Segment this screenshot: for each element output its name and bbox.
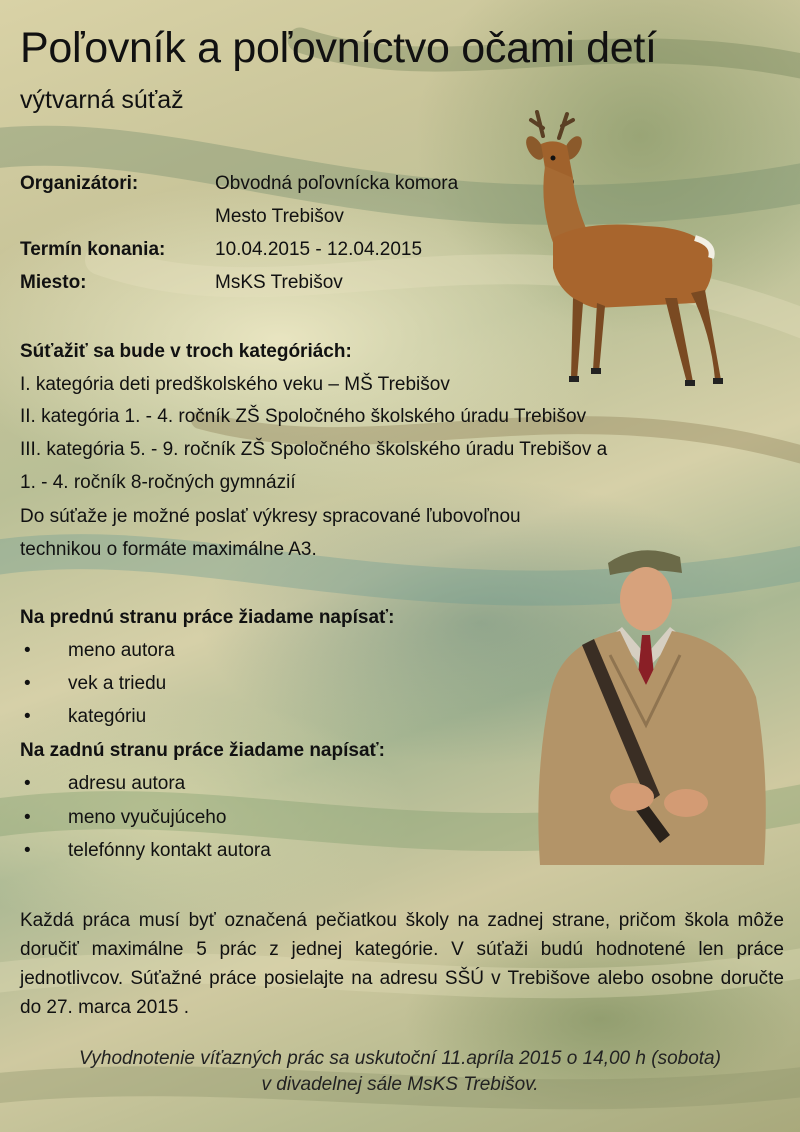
bullet-icon: •: [24, 807, 31, 828]
roe-deer-illustration: [515, 108, 735, 398]
evaluation-line-1: Vyhodnotenie víťazných prác sa uskutoční 11.apríla 2015 o 14,00 h (sobota): [79, 1048, 721, 1069]
category-line: 1. - 4. ročník 8-ročných gymnázií: [20, 472, 296, 493]
evaluation-note: [0, 1046, 800, 1098]
evaluation-line-2: v divadelnej sále MsKS Trebišov.: [261, 1074, 539, 1095]
front-side-heading: Na prednú stranu práce žiadame napísať:: [20, 607, 395, 628]
organizer-1: Obvodná poľovnícka komora: [215, 173, 459, 194]
bullet-icon: •: [24, 673, 31, 694]
format-line: Do súťaže je možné poslať výkresy spracované ľubovoľnou: [20, 506, 521, 527]
bullet-icon: •: [24, 840, 31, 861]
organizer-2: Mesto Trebišov: [215, 206, 344, 227]
venue-value: MsKS Trebišov: [215, 272, 343, 293]
poster: Poľovník a poľovníctvo očami detí výtvarná súťaž Organizátori: Obvodná poľovnícka komora Mesto Trebišov Termín konania: 10.04.2015 - 12.04.2015 Miesto: MsKS Trebišov Súťažiť sa bude v troch kategóriách: I. kategória deti predškolského veku – MŠ Trebišov II. kategória 1. - 4. ročník ZŠ Spoločného školského úradu Trebišov III. kategória 5. - 9. ročník ZŠ Spoločného školského úradu Trebišov a 1. - 4. ročník 8-ročných gymnázií Do súťaže je možné poslať výkresy spracované ľubovoľnou technikou o formáte maximálne A3. Na prednú stranu práce žiadame napísať: • meno autora • vek a triedu • kategóriu Na zadnú stranu práce žiadame napísať: • adresu autora • meno vyučujúceho • telefónny kontakt autora Každá práca musí byť označená pečiatkou školy na zadnej strane, pričom škola môže doručiť maximálne 5 prác z jednej kategórie. V súťaži budú hodnotené len práce jednotlivcov. Súťažné práce posielajte na adresu SŠÚ v Trebišove alebo osobne doručte do 27. marca 2015 . Vyhodnotenie víťazných prác sa uskutoční 11.apríla 2015 o 14,00 h (sobota) v divadelnej sále MsKS Trebišov.: [0, 0, 800, 1132]
bullet-icon: •: [24, 706, 31, 727]
hunter-portrait: [520, 535, 790, 880]
category-line: I. kategória deti predškolského veku – MŠ Trebišov: [20, 374, 450, 395]
bullet-icon: •: [24, 640, 31, 661]
organizers-label: Organizátori:: [20, 173, 139, 194]
venue-label: Miesto:: [20, 272, 87, 293]
rules-paragraph: Každá práca musí byť označená pečiatkou školy na zadnej strane, pričom škola môže doručiť maximálne 5 prác z jednej kategórie. V súťaži budú hodnotené len práce jednotlivcov. Súťažné práce posielajte na adresu SŠÚ v Trebišove alebo osobne doručte do 27. marca 2015 .: [20, 910, 784, 1018]
page-subtitle: výtvarná súťaž: [20, 86, 184, 114]
format-line: technikou o formáte maximálne A3.: [20, 539, 317, 560]
date-value: 10.04.2015 - 12.04.2015: [215, 239, 423, 260]
back-side-heading: Na zadnú stranu práce žiadame napísať:: [20, 740, 385, 761]
category-line: II. kategória 1. - 4. ročník ZŠ Spoločného školského úradu Trebišov: [20, 406, 587, 427]
categories-heading: Súťažiť sa bude v troch kategóriách:: [20, 341, 352, 362]
date-label: Termín konania:: [20, 239, 166, 260]
bullet-icon: •: [24, 773, 31, 794]
category-line: III. kategória 5. - 9. ročník ZŠ Spoločného školského úradu Trebišov a: [20, 439, 608, 460]
page-title: Poľovník a poľovníctvo očami detí: [20, 24, 657, 72]
